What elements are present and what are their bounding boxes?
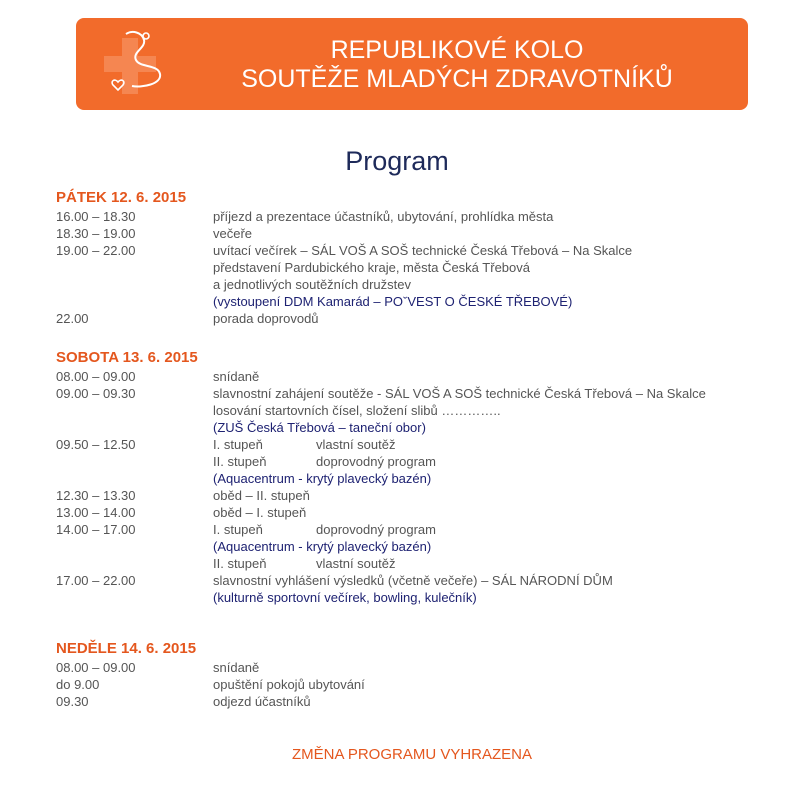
banner-title-line1: REPUBLIKOVÉ KOLO <box>330 36 584 64</box>
row-time: 09.50 – 12.50 <box>56 437 136 452</box>
row-time <box>56 259 213 276</box>
schedule-row <box>56 276 770 293</box>
schedule-row <box>56 659 770 676</box>
row-text: (vystoupení DDM Kamarád – POˇVEST O ČESKÉ TŘEBOVÉ) <box>213 294 573 309</box>
footer-note: ZMĚNA PROGRAMU VYHRAZENA <box>291 746 533 763</box>
row-text: snídaně <box>213 660 260 675</box>
row-text: představení Pardubického kraje, města Česká Třebová <box>213 260 530 275</box>
row-time <box>56 402 213 419</box>
schedule-row <box>56 436 770 453</box>
row-time: 18.30 – 19.00 <box>56 226 136 241</box>
row-time: 09.00 – 09.30 <box>56 386 136 401</box>
row-time: 14.00 – 17.00 <box>56 522 136 537</box>
schedule-row <box>56 693 770 710</box>
row-time <box>56 589 213 606</box>
row-time: 16.00 – 18.30 <box>56 209 136 224</box>
day-gap <box>56 606 770 640</box>
day-heading-saturday: SOBOTA 13. 6. 2015 <box>56 349 198 366</box>
row-text: losování startovních čísel, složení slibů ………….. <box>213 403 501 418</box>
row-time <box>56 538 213 555</box>
row-time: do 9.00 <box>56 677 100 692</box>
schedule-row <box>56 676 770 693</box>
row-level: I. stupeň <box>213 522 263 537</box>
row-level: II. stupeň <box>213 454 267 469</box>
day-heading-sunday: NEDĚLE 14. 6. 2015 <box>56 640 197 657</box>
row-text: slavnostní vyhlášení výsledků (včetně večeře) – SÁL NÁRODNÍ DŮM <box>213 573 613 588</box>
row-time: 19.00 – 22.00 <box>56 243 136 258</box>
row-text: opuštění pokojů ubytování <box>213 677 365 692</box>
row-time: 22.00 <box>56 311 89 326</box>
schedule-row-highlight <box>56 538 770 555</box>
row-text: a jednotlivých soutěžních družstev <box>213 277 411 292</box>
schedule-row <box>56 242 770 259</box>
row-text: příjezd a prezentace účastníků, ubytování, prohlídka města <box>213 209 554 224</box>
row-time: 09.30 <box>56 694 89 709</box>
row-text: slavnostní zahájení soutěže - SÁL VOŠ A SOŠ technické Česká Třebová – Na Skalce <box>213 386 706 401</box>
row-time <box>56 470 213 487</box>
row-time: 12.30 – 13.30 <box>56 488 136 503</box>
schedule-row <box>56 259 770 276</box>
day-heading-friday: PÁTEK 12. 6. 2015 <box>56 189 187 206</box>
schedule-row-highlight <box>56 589 770 606</box>
schedule-row <box>56 572 770 589</box>
row-time: 08.00 – 09.00 <box>56 660 136 675</box>
row-time: 17.00 – 22.00 <box>56 573 136 588</box>
row-activity: vlastní soutěž <box>316 437 396 452</box>
row-time <box>56 293 213 310</box>
schedule-row <box>56 453 770 470</box>
row-level: II. stupeň <box>213 556 267 571</box>
row-text: snídaně <box>213 369 260 384</box>
schedule-row-highlight <box>56 419 770 436</box>
schedule-row <box>56 555 770 572</box>
schedule-row <box>56 310 770 327</box>
page-title: Program <box>345 146 449 176</box>
row-text: večeře <box>213 226 253 241</box>
row-text: oběd – I. stupeň <box>213 505 307 520</box>
row-text: (Aquacentrum - krytý plavecký bazén) <box>213 539 432 554</box>
row-time <box>56 555 213 572</box>
row-text: oběd – II. stupeň <box>213 488 310 503</box>
row-activity: doprovodný program <box>316 522 436 537</box>
schedule-row <box>56 487 770 504</box>
row-time: 08.00 – 09.00 <box>56 369 136 384</box>
schedule-row <box>56 225 770 242</box>
row-text: odjezd účastníků <box>213 694 311 709</box>
cross-heart-figure-logo-icon <box>104 24 168 104</box>
header-banner <box>76 18 748 110</box>
row-activity: doprovodný program <box>316 454 436 469</box>
row-text: (ZUŠ Česká Třebová – taneční obor) <box>213 420 426 435</box>
day-gap <box>56 327 770 349</box>
schedule-row <box>56 504 770 521</box>
row-level: I. stupeň <box>213 437 263 452</box>
banner-title <box>186 36 728 94</box>
schedule-row <box>56 402 770 419</box>
row-text: porada doprovodů <box>213 311 319 326</box>
schedule-row <box>56 521 770 538</box>
program-schedule <box>56 189 770 710</box>
row-text: (Aquacentrum - krytý plavecký bazén) <box>213 471 432 486</box>
banner-title-line2: SOUTĚŽE MLADÝCH ZDRAVOTNÍKŮ <box>241 65 673 93</box>
row-time <box>56 419 213 436</box>
schedule-row-highlight <box>56 293 770 310</box>
schedule-row <box>56 208 770 225</box>
schedule-row <box>56 368 770 385</box>
row-text: uvítací večírek – SÁL VOŠ A SOŠ technické Česká Třebová – Na Skalce <box>213 243 633 258</box>
schedule-row-highlight <box>56 470 770 487</box>
schedule-row <box>56 385 770 402</box>
row-time: 13.00 – 14.00 <box>56 505 136 520</box>
row-time <box>56 276 213 293</box>
row-text: (kulturně sportovní večírek, bowling, kulečník) <box>213 590 477 605</box>
row-time <box>56 453 213 470</box>
row-activity: vlastní soutěž <box>316 556 396 571</box>
